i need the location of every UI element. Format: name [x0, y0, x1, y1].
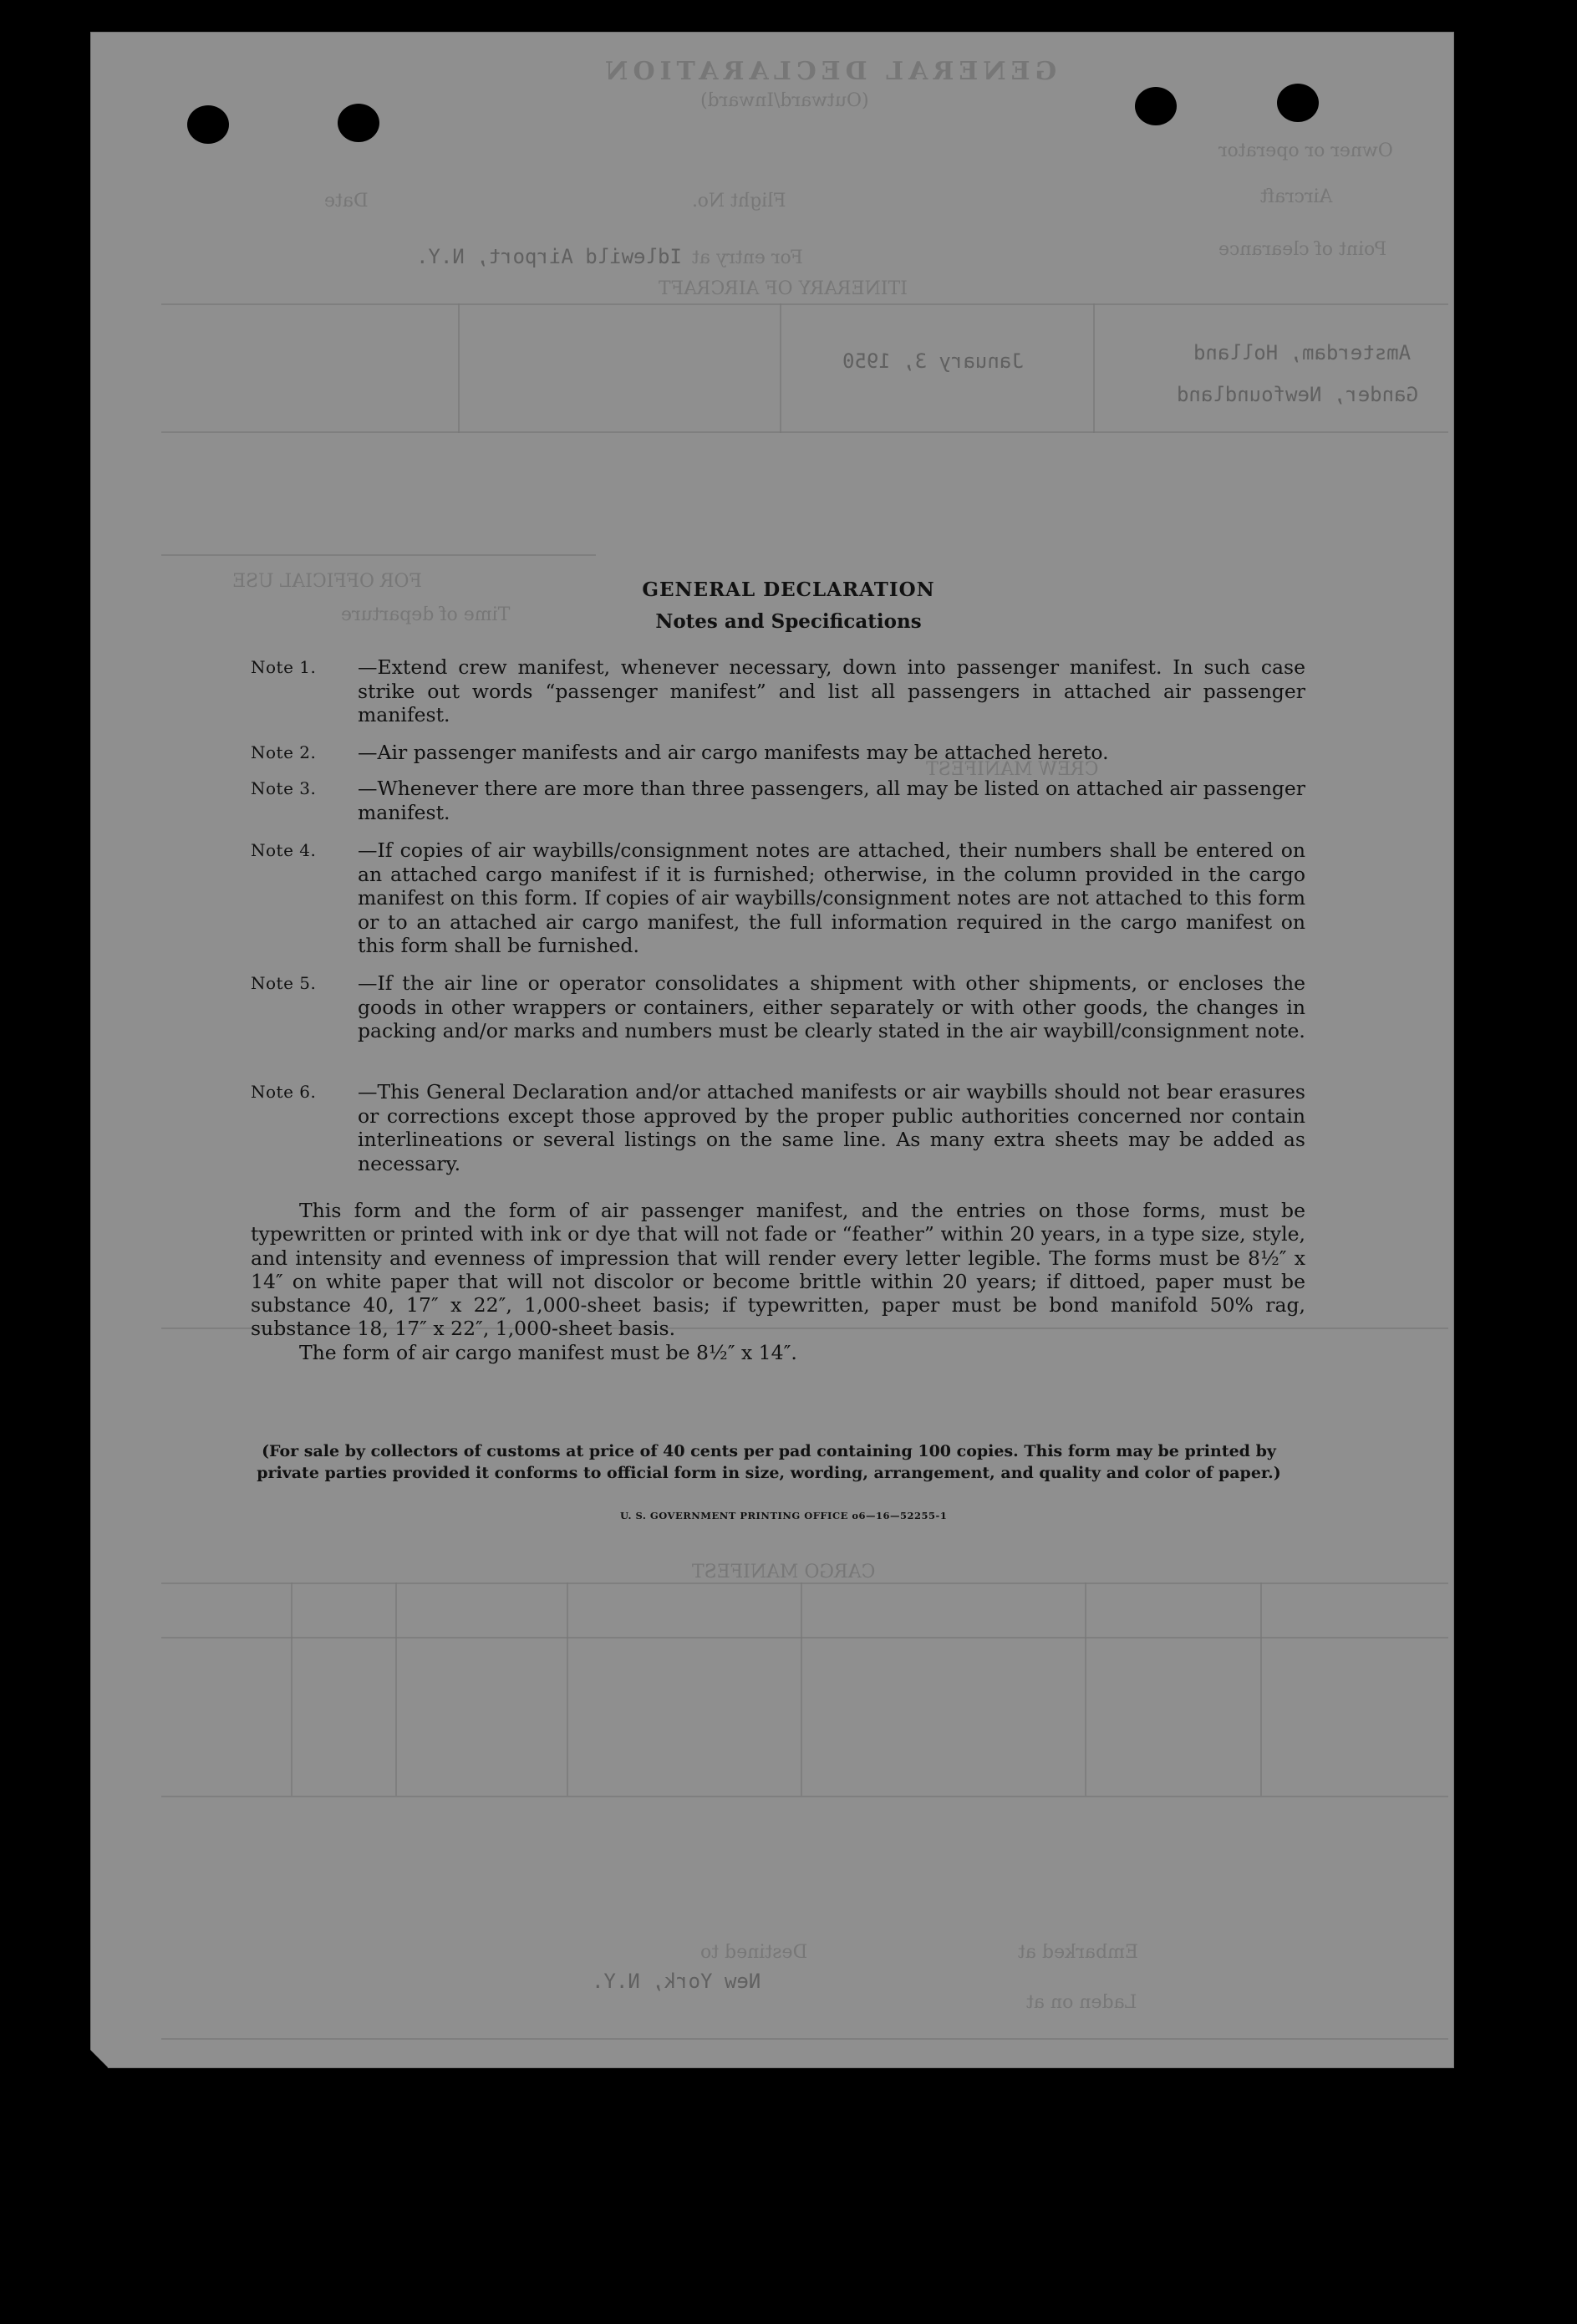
bleed-rule — [161, 303, 1448, 305]
bleed-rule — [161, 1796, 1448, 1797]
bleed-rule — [161, 431, 1448, 433]
note-text: —Whenever there are more than three passengers, all may be listed on attached air passenger manifest. — [358, 777, 1306, 824]
bleed-date-label: Date — [324, 191, 369, 212]
note-label: Note 5. — [251, 973, 317, 993]
note-label: Note 2. — [251, 742, 317, 762]
note-label: Note 3. — [251, 778, 317, 798]
note-2 — [251, 741, 1305, 765]
bleed-cargo-heading: CARGO MANIFEST — [692, 1562, 876, 1582]
declaration-title: GENERAL DECLARATION — [642, 578, 935, 601]
punch-hole — [187, 105, 229, 144]
bleed-clearance-label: Point of clearance — [1218, 239, 1387, 260]
bleed-rule — [161, 1582, 1448, 1584]
declaration-sheet — [90, 32, 1454, 2068]
sale-notice: (For sale by collectors of customs at price of 40 cents per pad containing 100 copies. This form may be printed by private parties provided it conforms to official form in size, wording, arrangement, and quality and color of paper.) — [257, 1442, 1281, 1482]
bleed-rule — [780, 303, 781, 433]
bleed-flight-label: Flight No. — [692, 191, 786, 212]
note-text: —If copies of air waybills/consignment notes are attached, their numbers shall be entered on an attached cargo manifest if it is furnished; otherwise, in the column provided in the cargo manifest on this form. If copies of air waybills/consignment notes are not attached to this form or to an attached air cargo manifest, the full information required in the cargo manifest on this form shall be furnished. — [358, 838, 1305, 957]
note-6 — [251, 1080, 1305, 1175]
note-label: Note 4. — [251, 840, 317, 860]
bleed-aircraft-label: Aircraft — [1260, 186, 1333, 207]
note-text: —Air passenger manifests and air cargo manifests may be attached hereto. — [358, 741, 1109, 764]
punch-hole — [1277, 84, 1319, 122]
note-1 — [251, 655, 1305, 727]
bleed-time-departure: Time of departure — [341, 604, 511, 625]
punch-hole — [338, 104, 379, 142]
bleed-crew-heading: CREW MANIFEST — [926, 759, 1099, 780]
bleed-rule — [161, 554, 596, 556]
bleed-rule — [291, 1582, 293, 1796]
note-text: —This General Declaration and/or attached manifests or air waybills should not bear erasures or corrections except those approved by the proper public authorities concerned nor contain interlineations or several listings on the same line. As many extra sheets may be added as necessary. — [358, 1080, 1305, 1175]
bleed-laden-label: Laden on at — [1026, 1992, 1137, 2013]
bleed-rule — [161, 2038, 1448, 2040]
bleed-itinerary-heading: ITINERARY OF AIRCRAFT — [659, 278, 908, 299]
bleed-typed-entry: January 3, 1950 — [842, 349, 1024, 373]
note-text: —If the air line or operator consolidates a shipment with other shipments, or encloses the goods in other wrappers or containers, either separately or with other goods, the changes in packing and/or marks and numbers must be clearly stated in the air waybill/consignment note. — [358, 971, 1305, 1042]
bleed-typed-entry: New York, N.Y. — [592, 1970, 761, 1993]
bleed-typed-entry: Amsterdam, Holland — [1193, 341, 1412, 364]
bleed-rule — [1093, 303, 1095, 433]
bleed-typed-entry: Idlewild Airport, N.Y. — [416, 245, 682, 268]
bleed-embarked-label: Embarked at — [1018, 1942, 1139, 1963]
bleed-entry-label: For entry at — [692, 247, 803, 268]
bleed-typed-entry: Gander, Newfoundland — [1177, 383, 1418, 406]
bleed-rule — [567, 1582, 568, 1796]
bleed-form-title: GENERAL DECLARATION — [600, 57, 1057, 86]
note-4 — [251, 838, 1305, 958]
bleed-owner-label: Owner or operator — [1218, 140, 1393, 161]
note-label: Note 1. — [251, 657, 317, 677]
bleed-rule — [1260, 1582, 1262, 1796]
form-requirements-paragraph: This form and the form of air passenger manifest, and the entries on those forms, must be typewritten or printed with ink or dye that will not fade or “feather” within 20 years, in a type size, style, and intensity and evenness of impression that will render every letter legible. The forms must be 8½″ x 14″ on white paper that will not discolor or become brittle within 20 years; if dittoed, paper must be substance 40, 17″ x 22″, 1,000-sheet basis; if typewritten, paper must be bond manifold 50% rag, substance 18, 17″ x 22″, 1,000-sheet basis. — [251, 1199, 1305, 1341]
declaration-subtitle: Notes and Specifications — [655, 610, 922, 633]
bleed-form-subtitle: (Outward/Inward) — [700, 90, 869, 111]
bleed-rule — [161, 1637, 1448, 1639]
bleed-rule — [458, 303, 460, 433]
printing-office-line: U. S. GOVERNMENT PRINTING OFFICE o6—16—52255-1 — [620, 1510, 948, 1521]
punch-hole — [1135, 87, 1177, 125]
note-5 — [251, 971, 1305, 1043]
cargo-manifest-size-line: The form of air cargo manifest must be 8½″ x 14″. — [299, 1341, 797, 1364]
bleed-official-use: FOR OFFICIAL USE — [232, 571, 422, 592]
bleed-rule — [801, 1582, 802, 1796]
bleed-rule — [1085, 1582, 1086, 1796]
note-3 — [251, 777, 1305, 824]
note-text: —Extend crew manifest, whenever necessary, down into passenger manifest. In such case strike out words “passenger manifest” and list all passengers in attached air passenger manifest. — [358, 655, 1305, 726]
note-label: Note 6. — [251, 1082, 317, 1102]
bleed-rule — [395, 1582, 397, 1796]
bleed-destined-label: Destined to — [700, 1942, 808, 1963]
